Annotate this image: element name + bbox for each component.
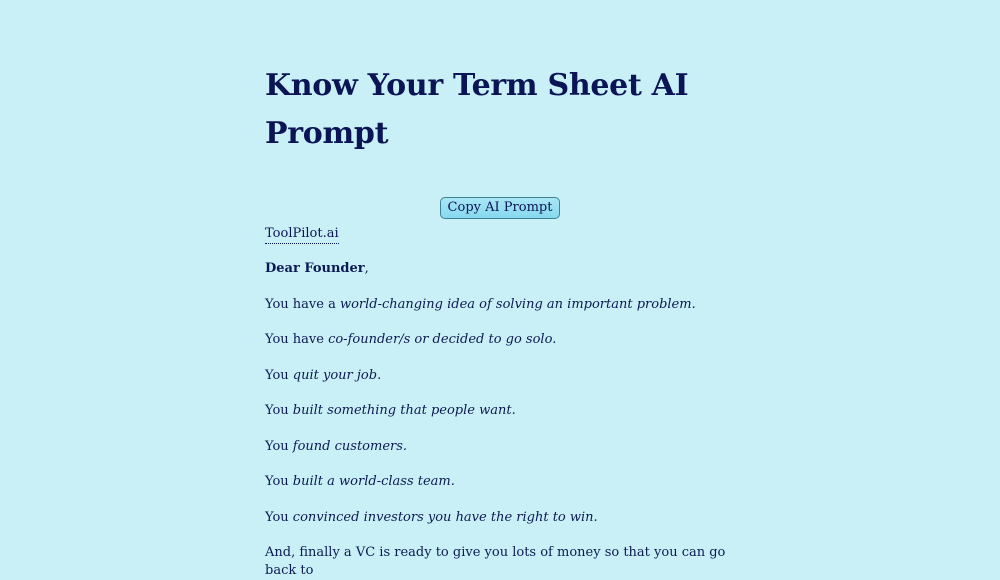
line-text: You have a [265, 296, 340, 312]
line-text: You [265, 403, 293, 418]
toolpilot-link[interactable]: ToolPilot.ai [265, 225, 339, 244]
page-title: Know Your Term Sheet AI Prompt [265, 68, 689, 151]
button-row [265, 196, 735, 219]
final-paragraph: And, finally a VC is ready to give you lots of money so that you can go back to [265, 545, 726, 578]
paragraph-line [265, 473, 735, 491]
greeting-name: Dear Founder [265, 261, 365, 276]
line-emphasis: co-founder/s or decided to go solo. [328, 332, 557, 347]
line-text: You [265, 509, 293, 525]
line-emphasis: convinced investors you have the right to win. [292, 509, 598, 525]
greeting [265, 260, 735, 278]
line-text: You have [265, 332, 329, 347]
line-emphasis: found customers. [292, 438, 408, 454]
line-text: You [265, 367, 293, 383]
line-emphasis: world-changing idea of solving an important problem. [339, 296, 696, 312]
copy-ai-prompt-button[interactable]: Copy AI Prompt [440, 197, 561, 219]
line-text: You [265, 438, 293, 454]
paragraph-line [265, 367, 735, 385]
greeting-punct: , [364, 261, 369, 276]
paragraph-line [265, 438, 735, 456]
article [265, 62, 735, 580]
line-emphasis: quit your job. [292, 367, 382, 383]
paragraph-line [265, 296, 735, 314]
line-text: You [265, 474, 293, 489]
paragraph-line [265, 331, 735, 349]
paragraph-line [265, 509, 735, 527]
line-emphasis: built a world-class team. [292, 474, 455, 489]
line-emphasis: built something that people want. [292, 403, 516, 418]
paragraph-line [265, 402, 735, 420]
